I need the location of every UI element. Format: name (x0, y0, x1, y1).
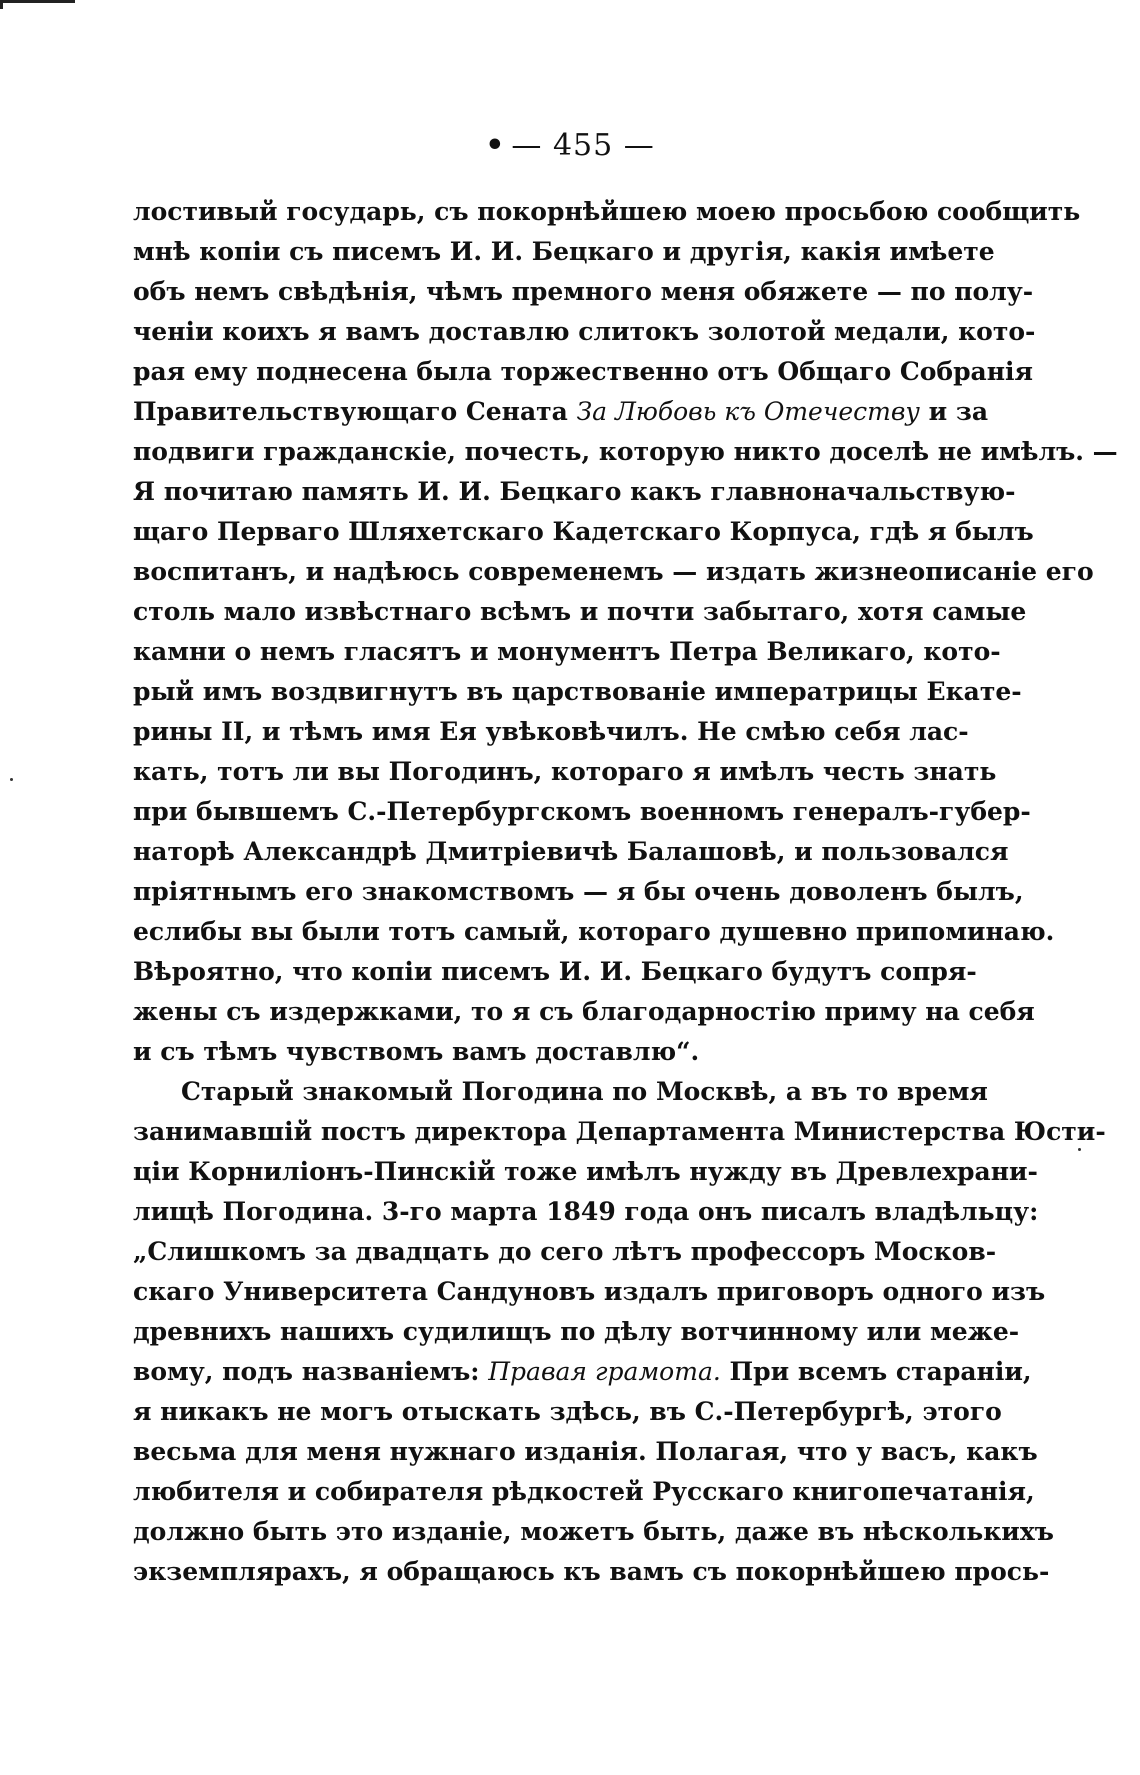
scan-corner-mark (0, 0, 75, 9)
italic-title: Правая грамота. (488, 1357, 721, 1386)
text-line: объ немъ свѣдѣнія, чѣмъ премного меня обяжете — по полу- (133, 277, 1034, 306)
text-line: рый имъ воздвигнутъ въ царствованіе императрицы Екате- (133, 677, 1022, 706)
text-line: ціи Корниліонъ-Пинскій тоже имѣлъ нужду въ Древлехрани- (133, 1157, 1038, 1186)
text-segment: и за (919, 397, 989, 426)
text-segment: Правительствующаго Сената (133, 397, 577, 426)
text-line: лищѣ Погодина. 3-го марта 1849 года онъ писалъ владѣльцу: (133, 1197, 1039, 1226)
text-segment: вому, подъ названіемъ: (133, 1357, 489, 1386)
text-line: весьма для меня нужнаго изданія. Полагая, что у васъ, какъ (133, 1437, 1038, 1466)
page-number-marker: • (485, 128, 506, 163)
scan-speck (1078, 1148, 1081, 1151)
page-number-header (0, 128, 1140, 163)
text-line: Я почитаю память И. И. Бецкаго какъ главноначальствую- (133, 477, 1016, 506)
text-line: подвиги гражданскіе, почесть, которую никто доселѣ не имѣлъ. — (133, 437, 1118, 466)
text-line: скаго Университета Сандуновъ издалъ приговоръ одного изъ (133, 1277, 1046, 1306)
text-line: Старый знакомый Погодина по Москвѣ, а въ то время (181, 1077, 988, 1106)
text-line: мнѣ копіи съ писемъ И. И. Бецкаго и другія, какія имѣете (133, 237, 995, 266)
text-line: занимавшій постъ директора Департамента Министерства Юсти- (133, 1117, 1106, 1146)
text-line: щаго Перваго Шляхетскаго Кадетскаго Корпуса, гдѣ я былъ (133, 517, 1034, 546)
text-line: кать, тотъ ли вы Погодинъ, котораго я имѣлъ честь знать (133, 757, 997, 786)
text-segment: При всемъ стараніи, (720, 1357, 1032, 1386)
text-line: пріятнымъ его знакомствомъ — я бы очень доволенъ былъ, (133, 877, 1024, 906)
text-line: лостивый государь, съ покорнѣйшею моею просьбою сообщить (133, 197, 1081, 226)
text-line: „Слишкомъ за двадцать до сего лѣтъ профессоръ Москов- (133, 1237, 997, 1266)
text-line: экземплярахъ, я обращаюсь къ вамъ съ покорнѣйшею прось- (133, 1557, 1050, 1586)
text-line: древнихъ нашихъ судилищъ по дѣлу вотчинному или меже- (133, 1317, 1020, 1346)
body-text (133, 192, 1118, 1592)
text-line: любителя и собирателя рѣдкостей Русскаго книгопечатанія, (133, 1477, 1035, 1506)
italic-title: За Любовь къ Отечеству (576, 397, 920, 426)
text-line: столь мало извѣстнаго всѣмъ и почти забытаго, хотя самые (133, 597, 1027, 626)
text-line: я никакъ не могъ отыскать здѣсь, въ С.-Петербургѣ, этого (133, 1397, 1002, 1426)
text-line: ченіи коихъ я вамъ доставлю слитокъ золотой медали, кото- (133, 317, 1036, 346)
text-line: еслибы вы были тотъ самый, котораго душевно припоминаю. (133, 917, 1055, 946)
text-line (133, 392, 989, 432)
text-line: и съ тѣмъ чувствомъ вамъ доставлю“. (133, 1037, 700, 1066)
text-line: должно быть это изданіе, можетъ быть, даже въ нѣсколькихъ (133, 1517, 1054, 1546)
text-line: рая ему поднесена была торжественно отъ Общаго Собранія (133, 357, 1034, 386)
text-line: при бывшемъ С.-Петербургскомъ военномъ генералъ-губер- (133, 797, 1031, 826)
text-line: жены съ издержками, то я съ благодарностію приму на себя (133, 997, 1035, 1026)
text-line (133, 1352, 1032, 1392)
scan-speck (10, 778, 13, 781)
page-number: — 455 — (511, 128, 655, 163)
text-line: наторѣ Александрѣ Дмитріевичѣ Балашовѣ, и пользовался (133, 837, 1009, 866)
text-line: рины II, и тѣмъ имя Ея увѣковѣчилъ. Не смѣю себя лас- (133, 717, 969, 746)
text-line: воспитанъ, и надѣюсь современемъ — издать жизнеописаніе его (133, 557, 1094, 586)
text-line: камни о немъ гласятъ и монументъ Петра Великаго, кото- (133, 637, 1001, 666)
text-line: Вѣроятно, что копіи писемъ И. И. Бецкаго будутъ сопря- (133, 957, 977, 986)
